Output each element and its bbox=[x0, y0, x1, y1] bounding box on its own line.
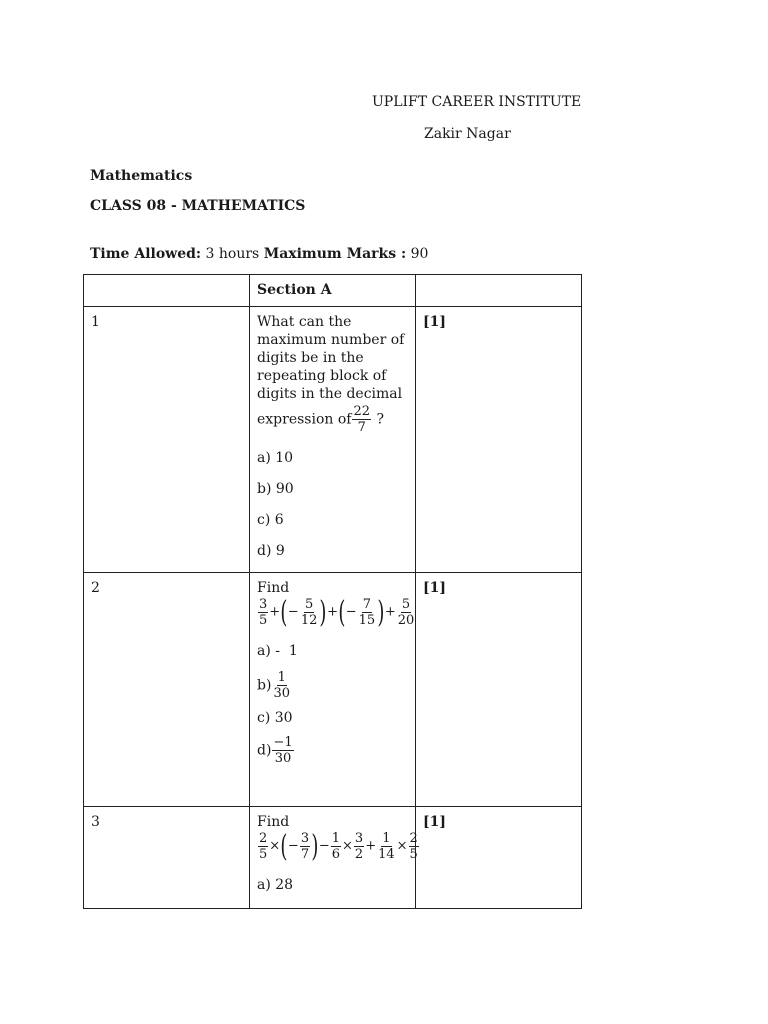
fraction: $\frac{22}{7}$ bbox=[353, 404, 371, 435]
subject-title: Mathematics bbox=[90, 168, 193, 184]
class-title: CLASS 08 - MATHEMATICS bbox=[90, 198, 306, 214]
question-text: What can the maximum number of digits be in the repeating block of digits in the decimal bbox=[257, 314, 405, 402]
question-marks: [1] bbox=[416, 307, 582, 573]
marks-label: Maximum Marks : bbox=[263, 246, 407, 262]
exam-meta bbox=[90, 246, 428, 262]
question-text: Find bbox=[257, 814, 290, 830]
section-title: Section A bbox=[250, 275, 416, 307]
question-row bbox=[84, 307, 582, 573]
question-expression bbox=[257, 404, 408, 435]
option-a: a) 28 bbox=[257, 877, 294, 893]
section-blank-cell bbox=[84, 275, 250, 307]
institute-name: UPLIFT CAREER INSTITUTE bbox=[372, 94, 582, 110]
question-row bbox=[84, 573, 582, 807]
question-body bbox=[250, 307, 416, 573]
option-d: d) $\frac{-1}{30}$ bbox=[257, 735, 293, 766]
option-a: a) 10 bbox=[257, 450, 294, 466]
question-body bbox=[250, 573, 416, 807]
option-b: b) 90 bbox=[257, 481, 294, 497]
section-blank-cell bbox=[416, 275, 582, 307]
question-expression: $\frac{3}{5}$ +(− $\frac{5}{12}$ )+(− $\frac{7}{15}$ )+ $\frac{5}{20}$ bbox=[259, 594, 415, 630]
question-table bbox=[83, 274, 582, 909]
institute-location: Zakir Nagar bbox=[424, 126, 511, 142]
option-b: b) $\frac{1}{30}$ bbox=[257, 670, 290, 701]
time-value: 3 hours bbox=[205, 246, 260, 262]
option-c: c) 6 bbox=[257, 512, 284, 528]
expression-suffix: ? bbox=[376, 411, 384, 428]
question-marks: [1] bbox=[416, 573, 582, 807]
question-expression: $\frac{2}{5}$ ×(− $\frac{3}{7}$ )− $\frac{1}{6}$ × $\frac{3}{2}$ + $\frac{1}{14}$ × $\frac{2}{5}$ bbox=[259, 828, 418, 864]
option-c: c) 30 bbox=[257, 710, 293, 726]
question-number: 1 bbox=[84, 307, 250, 573]
question-row bbox=[84, 807, 582, 909]
option-d: d) 9 bbox=[257, 543, 285, 559]
question-number: 3 bbox=[84, 807, 250, 909]
question-body bbox=[250, 807, 416, 909]
question-marks: [1] bbox=[416, 807, 582, 909]
question-text: Find bbox=[257, 580, 290, 596]
time-label: Time Allowed: bbox=[90, 246, 202, 262]
marks-value: 90 bbox=[410, 246, 429, 262]
expression-prefix: expression of bbox=[257, 411, 352, 428]
question-number: 2 bbox=[84, 573, 250, 807]
section-header-row bbox=[84, 275, 582, 307]
option-a: a) - 1 bbox=[257, 643, 298, 659]
